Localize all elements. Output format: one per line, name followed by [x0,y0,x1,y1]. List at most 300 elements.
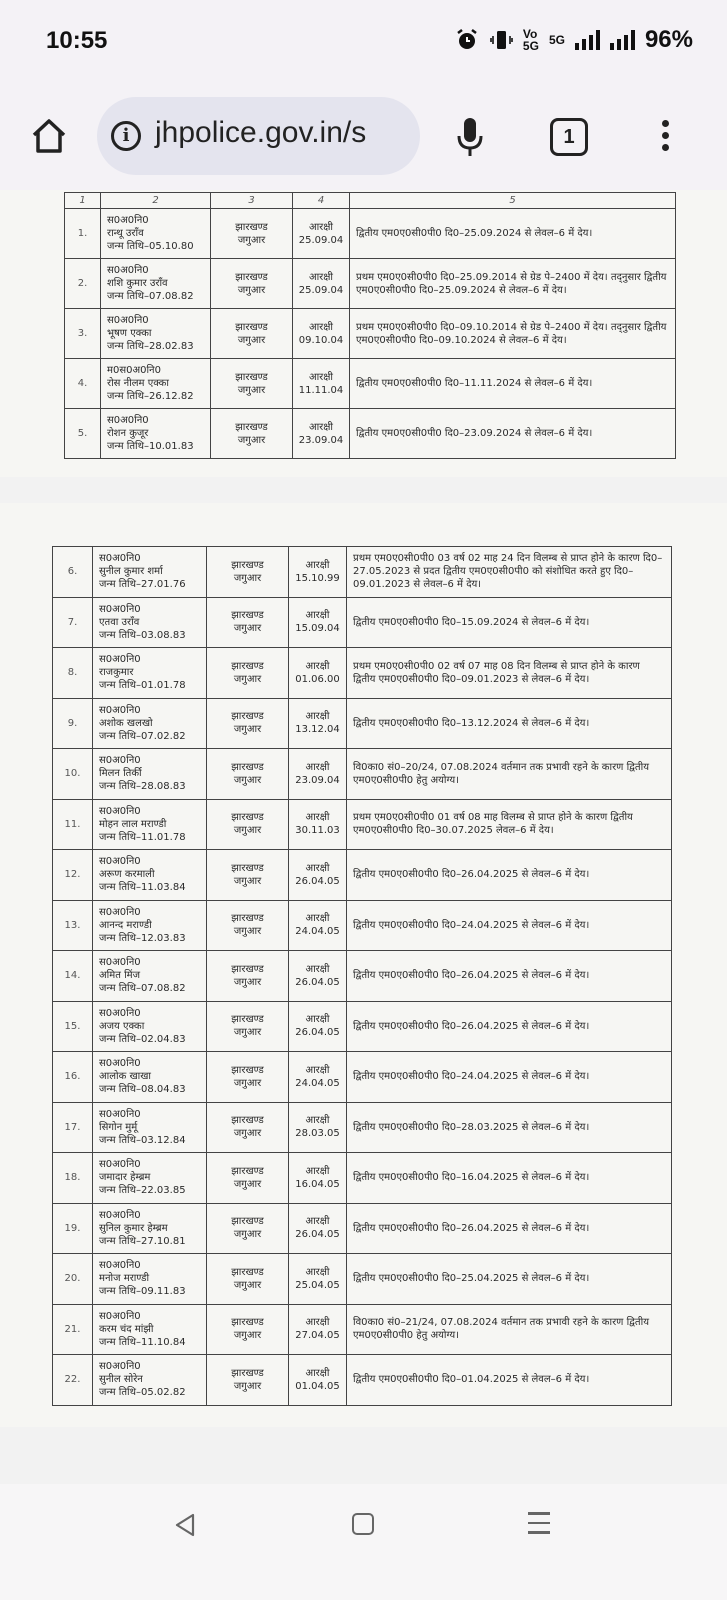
employee-name: अजय एक्का [99,1020,145,1032]
remark-cell: द्वितीय एम0ए0सी0पी0 दि0–25.04.2025 से लेवल–6 में देय। [347,1254,672,1305]
appointment-date: 13.12.04 [295,724,340,736]
col-number: 3 [211,193,293,209]
serial-number: 14. [53,951,93,1002]
date-of-birth: जन्म तिथि–28.02.83 [107,341,194,352]
appointment-cell [289,749,347,800]
home-icon[interactable] [28,115,70,157]
table-row [53,749,672,800]
rank-label: स0अ0नि0 [99,805,141,817]
unit-cell [211,309,293,359]
employee-cell [93,1355,207,1406]
appointment-date: 09.10.04 [298,334,344,346]
table-row [53,1304,672,1355]
rank-label: स0अ0नि0 [99,957,141,969]
serial-number: 11. [53,799,93,850]
date-of-birth: जन्म तिथि–05.10.80 [107,241,194,252]
col-number: 2 [101,193,211,209]
employee-cell [93,799,207,850]
employee-cell [93,1102,207,1153]
unit-label: जगुआर [233,623,262,635]
unit-cell [207,799,289,850]
employee-name: सिगोन मुर्मू [99,1121,138,1133]
remark-cell: द्वितीय एम0ए0सी0पी0 दि0–25.09.2024 से लेवल–6 में देय। [350,209,676,259]
date-of-birth: जन्म तिथि–26.12.82 [107,391,194,402]
employee-name: जमादार हेम्ब्रम [99,1172,151,1184]
serial-number: 3. [65,309,101,359]
employee-cell [93,900,207,951]
employee-name: रोशन कुजूर [107,428,149,439]
appointment-date: 24.04.05 [295,1077,340,1089]
unit-cell [211,259,293,309]
table-row [53,799,672,850]
serial-number: 6. [53,547,93,598]
post-label: आरक्षी [305,963,330,975]
tab-switcher-button[interactable]: 1 [550,118,588,156]
vibrate-icon [489,28,513,52]
table-row [53,698,672,749]
district-label: झारखण्ड [235,271,268,283]
appointment-date: 11.11.04 [298,384,344,396]
post-label: आरक्षी [308,421,334,433]
appointment-cell [289,547,347,598]
status-bar [0,0,727,86]
employee-cell [93,1001,207,1052]
district-label: झारखण्ड [235,221,268,233]
appointment-cell [289,900,347,951]
post-label: आरक्षी [305,559,330,571]
appointment-cell [293,259,350,309]
post-label: आरक्षी [305,711,330,723]
system-nav-bar [0,1484,727,1600]
post-label: आरक्षी [305,1064,330,1076]
serial-number: 1. [65,209,101,259]
table-row [65,259,676,309]
post-label: आरक्षी [308,221,334,233]
appointment-cell [289,1052,347,1103]
district-label: झारखण्ड [231,1165,264,1177]
rank-label: स0अ0नि0 [99,906,141,918]
appointment-date: 01.06.00 [295,673,340,685]
unit-cell [211,359,293,409]
rank-label: स0अ0नि0 [99,755,141,767]
alarm-icon [455,28,479,52]
serial-number: 10. [53,749,93,800]
remark-cell: द्वितीय एम0ए0सी0पी0 दि0–15.09.2024 से लेवल–6 में देय। [347,597,672,648]
network-type: 5G [548,33,565,47]
appointment-date: 16.04.05 [295,1178,340,1190]
unit-cell [207,1001,289,1052]
status-time: 10:55 [46,27,108,54]
unit-label: जगुआर [233,1229,262,1241]
date-of-birth: जन्म तिथि–10.01.83 [107,441,194,452]
appointment-cell [289,1355,347,1406]
employee-cell [93,1203,207,1254]
appointment-cell [293,309,350,359]
post-label: आरक्षी [305,1165,330,1177]
employee-name: एतवा उराँव [99,616,140,628]
district-label: झारखण्ड [231,761,264,773]
remark-cell: द्वितीय एम0ए0सी0पी0 दि0–11.11.2024 से लेवल–6 में देय। [350,359,676,409]
post-label: आरक्षी [305,862,330,874]
rank-label: स0अ0नि0 [107,215,149,226]
unit-cell [207,951,289,1002]
rank-label: स0अ0नि0 [99,856,141,868]
appointment-date: 26.04.05 [295,875,340,887]
date-of-birth: जन्म तिथि–07.08.82 [107,291,194,302]
rank-label: स0अ0नि0 [99,1108,141,1120]
remark-cell: द्वितीय एम0ए0सी0पी0 दि0–16.04.2025 से लेवल–6 में देय। [347,1153,672,1204]
appointment-date: 26.04.05 [295,1027,340,1039]
district-label: झारखण्ड [231,812,264,824]
appointment-date: 28.03.05 [295,1128,340,1140]
remark-cell: द्वितीय एम0ए0सी0पी0 दि0–28.03.2025 से लेवल–6 में देय। [347,1102,672,1153]
remark-cell: वि0का0 सं0–21/24, 07.08.2024 वर्तमान तक प्रभावी रहने के कारण द्वितीय एम0ए0सी0पी0 हेतु अयोग्य। [347,1304,672,1355]
table-row [53,597,672,648]
appointment-date: 25.09.04 [298,234,344,246]
serial-number: 13. [53,900,93,951]
unit-cell [207,1203,289,1254]
employee-cell [93,648,207,699]
date-of-birth: जन्म तिथि–03.12.84 [99,1134,186,1146]
district-label: झारखण्ड [231,1216,264,1228]
serial-number: 22. [53,1355,93,1406]
unit-label: जगुआर [233,572,262,584]
employee-name: आनन्द मराण्डी [99,919,152,931]
remark-cell: प्रथम एम0ए0सी0पी0 दि0–25.09.2014 से ग्रेड पे–2400 में देय। तद्नुसार द्वितीय एम0ए0सी0पी0 दि0–25.09.2024 से लेवल–6 में देय। [350,259,676,309]
serial-number: 16. [53,1052,93,1103]
employee-cell [93,1304,207,1355]
serial-number: 19. [53,1203,93,1254]
employee-cell [93,547,207,598]
remark-cell: द्वितीय एम0ए0सी0पी0 दि0–24.04.2025 से लेवल–6 में देय। [347,900,672,951]
battery-level: 96% [644,26,693,53]
date-of-birth: जन्म तिथि–11.03.84 [99,882,186,894]
date-of-birth: जन्म तिथि–03.08.83 [99,629,186,641]
rank-label: स0अ0नि0 [99,603,141,615]
table-row [53,1001,672,1052]
employee-name: मिलन तिर्की [99,768,142,780]
serial-number: 20. [53,1254,93,1305]
table-row [53,951,672,1002]
acp-table-top [64,192,676,459]
appointment-cell [289,1001,347,1052]
post-label: आरक्षी [305,1115,330,1127]
table-row [53,1254,672,1305]
url-text: jhpolice.gov.in/s [155,116,367,149]
remark-cell: प्रथम एम0ए0सी0पी0 03 वर्ष 02 माह 24 दिन विलम्ब से प्राप्त होने के कारण दि0–27.05.2023 से प्रदत द्वितीय एम0ए0सी0पी0 को संशोधित करते हुए दि0–09.01.2023 से लेवल–6 में देय। [347,547,672,598]
unit-cell [207,547,289,598]
remark-cell: द्वितीय एम0ए0सी0पी0 दि0–01.04.2025 से लेवल–6 में देय। [347,1355,672,1406]
appointment-date: 30.11.03 [295,825,340,837]
recent-apps-icon[interactable] [528,1512,550,1538]
employee-name: मोहन लाल मराण्डी [99,818,167,830]
remark-cell: द्वितीय एम0ए0सी0पी0 दि0–13.12.2024 से लेवल–6 में देय। [347,698,672,749]
acp-table-bottom [52,546,672,1406]
employee-name: शशि कुमार उराँव [107,278,168,289]
appointment-date: 23.09.04 [298,434,344,446]
post-label: आरक्षी [305,761,330,773]
district-label: झारखण्ड [231,862,264,874]
appointment-date: 23.09.04 [295,774,340,786]
table-row [53,1052,672,1103]
appointment-date: 24.04.05 [295,926,340,938]
serial-number: 17. [53,1102,93,1153]
district-label: झारखण्ड [231,913,264,925]
post-label: आरक्षी [305,1216,330,1228]
table-row [53,850,672,901]
site-info-icon[interactable]: i [111,121,141,151]
unit-label: जगुआर [233,724,262,736]
district-label: झारखण्ड [231,660,264,672]
unit-cell [207,1153,289,1204]
table-row [53,1102,672,1153]
unit-label: जगुआर [237,384,266,396]
serial-number: 5. [65,409,101,459]
employee-cell [93,850,207,901]
table-row [53,648,672,699]
remark-cell: प्रथम एम0ए0सी0पी0 01 वर्ष 08 माह विलम्ब से प्राप्त होने के कारण द्वितीय एम0ए0सी0पी0 दि0–30.07.2025 लेवल–6 में देय। [347,799,672,850]
appointment-cell [289,597,347,648]
microphone-icon[interactable] [455,116,485,158]
employee-name: अशोक खलखो [99,717,153,729]
employee-name: सुनील कुमार शर्मा [99,566,163,578]
date-of-birth: जन्म तिथि–07.08.82 [99,983,186,995]
unit-label: जगुआर [233,875,262,887]
employee-name: अरूण करमाली [99,869,155,881]
post-label: आरक्षी [305,1266,330,1278]
date-of-birth: जन्म तिथि–01.01.78 [99,680,186,692]
employee-cell [93,597,207,648]
status-icons [455,26,693,54]
col-number: 5 [350,193,676,209]
serial-number: 12. [53,850,93,901]
post-label: आरक्षी [305,610,330,622]
unit-label: जगुआर [233,926,262,938]
date-of-birth: जन्म तिथि–28.08.83 [99,781,186,793]
appointment-cell [289,799,347,850]
date-of-birth: जन्म तिथि–27.01.76 [99,579,186,591]
district-label: झारखण्ड [231,1064,264,1076]
rank-label: म0स0अ0नि0 [107,365,161,376]
district-label: झारखण्ड [231,963,264,975]
rank-label: स0अ0नि0 [107,315,149,326]
unit-label: जगुआर [237,434,266,446]
unit-cell [207,1254,289,1305]
district-label: झारखण्ड [235,321,268,333]
col-number: 1 [65,193,101,209]
appointment-date: 15.10.99 [295,572,340,584]
district-label: झारखण्ड [231,1266,264,1278]
employee-cell [93,698,207,749]
remark-cell: द्वितीय एम0ए0सी0पी0 दि0–26.04.2025 से लेवल–6 में देय। [347,951,672,1002]
district-label: झारखण्ड [231,1317,264,1329]
unit-label: जगुआर [233,976,262,988]
remark-cell: द्वितीय एम0ए0सी0पी0 दि0–24.04.2025 से लेवल–6 में देय। [347,1052,672,1103]
unit-cell [211,409,293,459]
table-row [53,900,672,951]
post-label: आरक्षी [305,1317,330,1329]
table-body-bottom [53,547,672,1406]
unit-label: जगुआर [233,1178,262,1190]
document-page-bottom [0,503,727,1427]
rank-label: स0अ0नि0 [107,415,149,426]
serial-number: 18. [53,1153,93,1204]
unit-cell [207,749,289,800]
serial-number: 2. [65,259,101,309]
district-label: झारखण्ड [235,421,268,433]
appointment-cell [289,1102,347,1153]
table-row [53,1203,672,1254]
rank-label: स0अ0नि0 [99,1361,141,1373]
nav-home-icon[interactable] [352,1513,374,1535]
post-label: आरक्षी [305,913,330,925]
serial-number: 8. [53,648,93,699]
employee-cell [101,259,211,309]
remark-cell: प्रथम एम0ए0सी0पी0 दि0–09.10.2014 से ग्रेड पे–2400 में देय। तद्नुसार द्वितीय एम0ए0सी0पी0 दि0–09.10.2024 से लेवल–6 में देय। [350,309,676,359]
unit-cell [207,698,289,749]
serial-number: 4. [65,359,101,409]
employee-name: भूषण एक्का [107,328,152,339]
post-label: आरक्षी [305,660,330,672]
remark-cell: द्वितीय एम0ए0सी0पी0 दि0–26.04.2025 से लेवल–6 में देय। [347,1001,672,1052]
table-row [53,1153,672,1204]
employee-name: रान्थू उराँव [107,228,144,239]
appointment-cell [289,951,347,1002]
unit-label: जगुआर [233,1380,262,1392]
unit-label: जगुआर [237,234,266,246]
table-body-top [65,209,676,459]
employee-name: रोस नीलम एक्का [107,378,169,389]
date-of-birth: जन्म तिथि–12.03.83 [99,932,186,944]
appointment-cell [289,850,347,901]
appointment-cell [289,698,347,749]
employee-name: अमित मिंज [99,970,141,982]
signal-icon-2 [610,30,635,50]
employee-cell [93,1052,207,1103]
table-column-numbers [65,193,676,209]
table-row [53,547,672,598]
volte-label: Vo 5G [522,27,539,53]
date-of-birth: जन्म तिथि–11.10.84 [99,1336,186,1348]
employee-cell [101,409,211,459]
unit-label: जगुआर [233,825,262,837]
remark-cell: वि0का0 सं0–20/24, 07.08.2024 वर्तमान तक प्रभावी रहने के कारण द्वितीय एम0ए0सी0पी0 हेतु अयोग्य। [347,749,672,800]
date-of-birth: जन्म तिथि–27.10.81 [99,1235,186,1247]
post-label: आरक्षी [305,1367,330,1379]
unit-label: जगुआर [233,1279,262,1291]
date-of-birth: जन्म तिथि–02.04.83 [99,1033,186,1045]
rank-label: स0अ0नि0 [99,1209,141,1221]
appointment-cell [293,409,350,459]
unit-label: जगुआर [233,1330,262,1342]
appointment-cell [289,1304,347,1355]
employee-name: आलोक खाखा [99,1071,151,1083]
employee-cell [93,951,207,1002]
employee-cell [93,1254,207,1305]
unit-label: जगुआर [233,1128,262,1140]
district-label: झारखण्ड [231,711,264,723]
appointment-date: 25.09.04 [298,284,344,296]
serial-number: 7. [53,597,93,648]
appointment-cell [293,209,350,259]
unit-label: जगुआर [233,1077,262,1089]
appointment-cell [289,1203,347,1254]
date-of-birth: जन्म तिथि–09.11.83 [99,1286,186,1298]
unit-cell [207,1052,289,1103]
unit-cell [207,1102,289,1153]
rank-label: स0अ0नि0 [99,654,141,666]
unit-cell [207,597,289,648]
table-row [65,309,676,359]
unit-cell [207,1304,289,1355]
date-of-birth: जन्म तिथि–07.02.82 [99,730,186,742]
district-label: झारखण्ड [231,1115,264,1127]
rank-label: स0अ0नि0 [99,553,141,565]
date-of-birth: जन्म तिथि–22.03.85 [99,1185,186,1197]
unit-cell [207,850,289,901]
date-of-birth: जन्म तिथि–05.02.82 [99,1387,186,1399]
remark-cell: द्वितीय एम0ए0सी0पी0 दि0–26.04.2025 से लेवल–6 में देय। [347,1203,672,1254]
unit-label: जगुआर [237,334,266,346]
rank-label: स0अ0नि0 [99,1007,141,1019]
appointment-cell [289,648,347,699]
signal-icon [575,30,600,50]
employee-cell [101,309,211,359]
appointment-date: 26.04.05 [295,976,340,988]
serial-number: 9. [53,698,93,749]
unit-label: जगुआर [233,1027,262,1039]
serial-number: 21. [53,1304,93,1355]
serial-number: 15. [53,1001,93,1052]
employee-cell [101,209,211,259]
rank-label: स0अ0नि0 [99,1310,141,1322]
unit-label: जगुआर [233,673,262,685]
unit-cell [207,1355,289,1406]
back-icon[interactable] [173,1512,197,1538]
rank-label: स0अ0नि0 [99,1260,141,1272]
post-label: आरक्षी [308,371,334,383]
district-label: झारखण्ड [231,1367,264,1379]
table-row [65,209,676,259]
rank-label: स0अ0नि0 [107,265,149,276]
employee-name: सुनील सोरेन [99,1374,143,1386]
unit-label: जगुआर [237,284,266,296]
overflow-menu-icon[interactable] [655,117,675,159]
appointment-date: 15.09.04 [295,623,340,635]
appointment-date: 01.04.05 [295,1380,340,1392]
employee-cell [93,1153,207,1204]
appointment-cell [289,1254,347,1305]
date-of-birth: जन्म तिथि–08.04.83 [99,1084,186,1096]
employee-cell [101,359,211,409]
remark-cell: द्वितीय एम0ए0सी0पी0 दि0–23.09.2024 से लेवल–6 में देय। [350,409,676,459]
unit-cell [211,209,293,259]
post-label: आरक्षी [305,812,330,824]
appointment-cell [289,1153,347,1204]
document-page-top [0,190,727,477]
date-of-birth: जन्म तिथि–11.01.78 [99,831,186,843]
appointment-cell [293,359,350,409]
appointment-date: 25.04.05 [295,1279,340,1291]
unit-cell [207,900,289,951]
unit-cell [207,648,289,699]
employee-name: मनोज मराण्डी [99,1273,150,1285]
employee-name: करम चंद मांझी [99,1323,154,1335]
employee-name: राजकुमार [99,667,134,679]
rank-label: स0अ0नि0 [99,1159,141,1171]
post-label: आरक्षी [308,271,334,283]
address-bar[interactable] [97,97,420,175]
